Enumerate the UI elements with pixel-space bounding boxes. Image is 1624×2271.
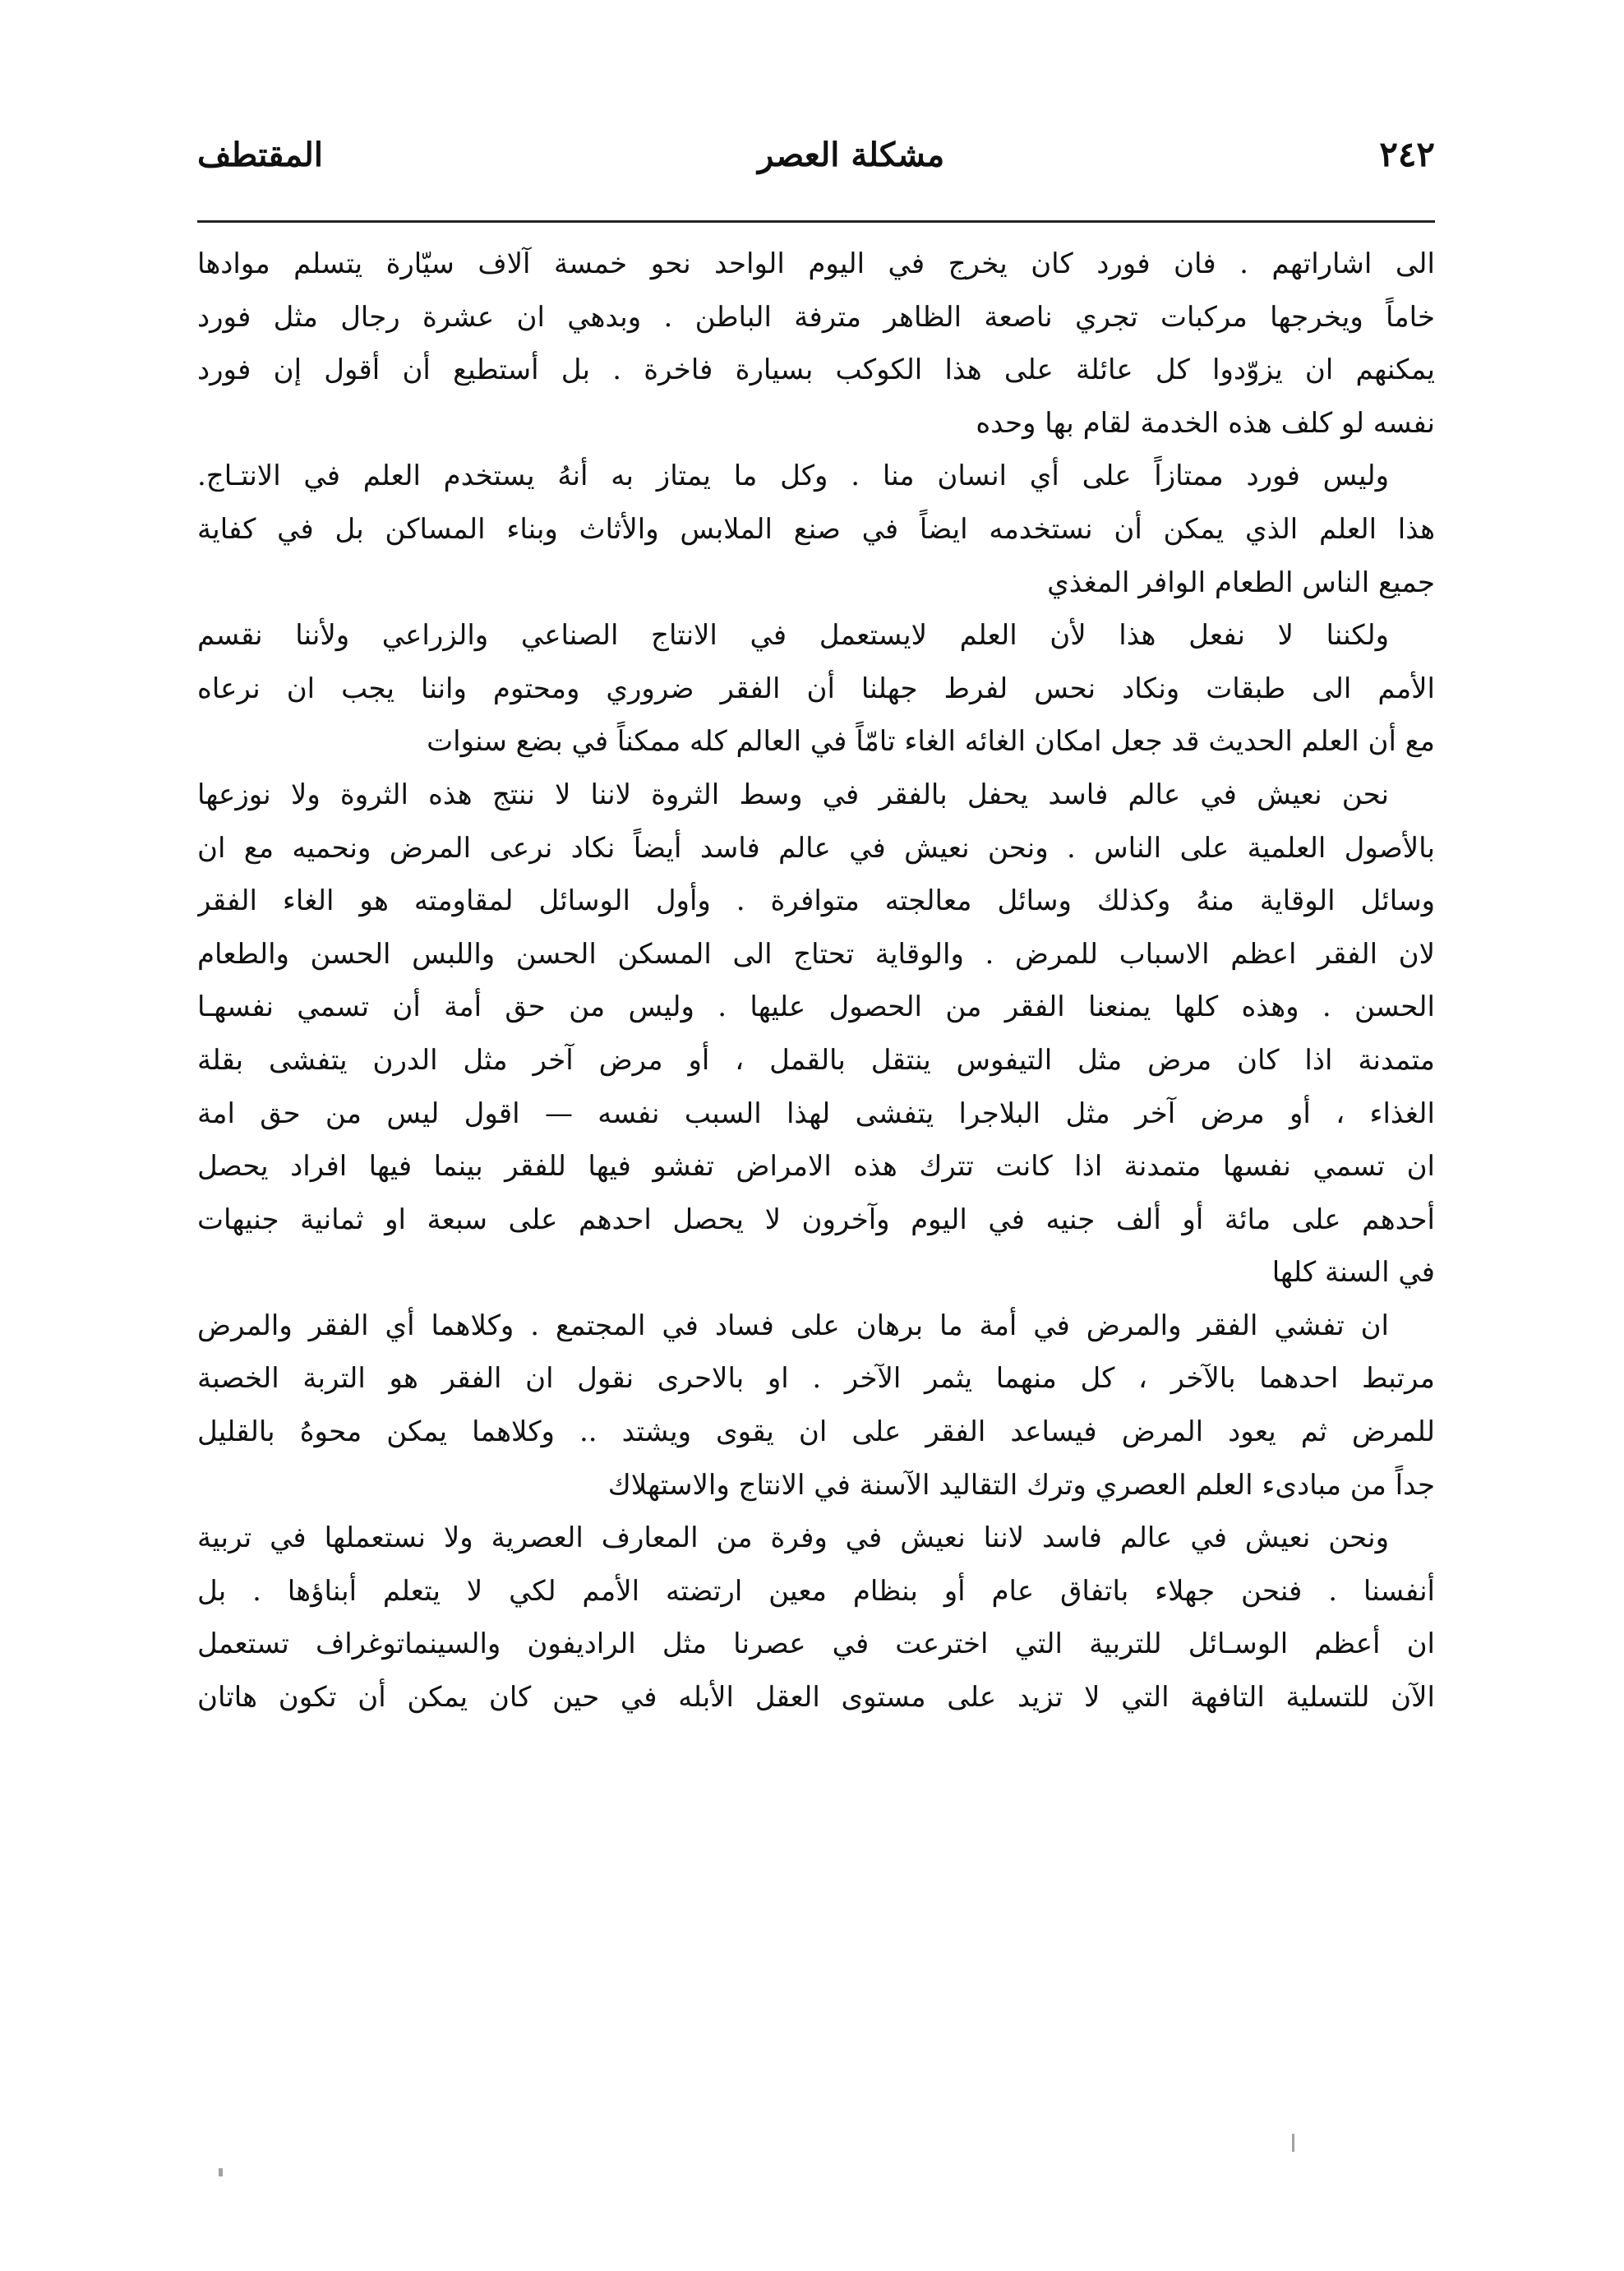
scan-artifact-mark (219, 2168, 223, 2176)
paragraph-1 (197, 238, 1435, 450)
paragraph-2 (197, 450, 1435, 609)
text-line: الآن للتسلية التافهة التي لا تزيد على مستوى العقل الأبله في حين كان يمكن أن تكون هاتان (197, 1681, 1435, 1715)
page-number: ٢٤٢ (1379, 134, 1435, 174)
text-line: مع أن العلم الحديث قد جعل امكان الغائه الغاء تامّاً في العالم كله ممكناً في بضع سنوات (427, 725, 1435, 759)
running-head (197, 123, 1435, 186)
journal-name: المقتطف (197, 136, 323, 174)
text-line: وسائل الوقاية منهُ وكذلك وسائل معالجته متوافرة . وأول الوسائل لمقاومته هو الغاء الفقر (197, 884, 1435, 918)
text-line: هذا العلم الذي يمكن أن نستخدمه ايضاً في صنع الملابس والأثاث وبناء المساكن بل في كفاية (197, 512, 1435, 546)
scan-artifact-mark (1292, 2134, 1294, 2152)
text-line: نحن نعيش في عالم فاسد يحفل بالفقر في وسط الثروة لاننا لا ننتج هذه الثروة ولا نوزعها (197, 778, 1389, 811)
text-line: الغذاء ، أو مرض آخر مثل البلاجرا يتفشى لهذا السبب نفسه — اقول ليس من حق امة (197, 1096, 1435, 1130)
text-line: خاماً ويخرجها مركبات تجري ناصعة الظاهر مترفة الباطن . وبدهي ان عشرة رجال مثل فورد (197, 300, 1435, 334)
text-line: الأمم الى طبقات ونكاد نحس لفرط جهلنا أن الفقر ضروري ومحتوم واننا يجب ان نرعاه (197, 672, 1435, 705)
text-line: وليس فورد ممتازاً على أي انسان منا . وكل ما يمتاز به أنهُ يستخدم العلم في الانتـاج. (197, 459, 1389, 493)
text-line: في السنة كلها (1271, 1256, 1435, 1290)
text-line: للمرض ثم يعود المرض فيساعد الفقر على ان يقوى ويشتد .. وكلاهما يمكن محوهُ بالقليل (197, 1415, 1435, 1449)
paragraph-4 (197, 769, 1435, 1299)
text-line: الى اشاراتهم . فان فورد كان يخرج في اليوم الواحد نحو خمسة آلاف سيّارة يتسلم موادها (197, 247, 1435, 280)
text-line: مرتبط احدهما بالآخر ، كل منهما يثمر الآخر . او بالاحرى نقول ان الفقر هو التربة الخصبة (197, 1362, 1435, 1396)
paragraph-5 (197, 1299, 1435, 1512)
text-line: متمدنة اذا كان مرض مثل التيفوس ينتقل بالقمل ، أو مرض آخر مثل الدرن يتفشى بقلة (197, 1043, 1435, 1077)
running-title: مشكلة العصر (758, 136, 945, 174)
text-line: يمكنهم ان يزوّدوا كل عائلة على هذا الكوكب بسيارة فاخرة . بل أستطيع أن أقول إن فورد (197, 353, 1435, 387)
text-line: ان أعظم الوسـائل للتربية التي اخترعت في عصرنا مثل الراديفون والسينماتوغراف تستعمل (197, 1627, 1435, 1661)
text-line: ولكننا لا نفعل هذا لأن العلم لايستعمل في الانتاج الصناعي والزراعي ولأننا نقسم (197, 619, 1389, 653)
text-line: الحسن . وهذه كلها يمنعنا الفقر من الحصول عليها . وليس من حق أمة أن تسمي نفسهـا (197, 990, 1435, 1024)
text-line: أحدهم على مائة أو ألف جنيه في اليوم وآخرون لا يحصل احدهم على سبعة او ثمانية جنيهات (197, 1202, 1435, 1236)
paragraph-3 (197, 609, 1435, 769)
text-line: ونحن نعيش في عالم فاسد لاننا نعيش في وفرة من المعارف العصرية ولا نستعملها في تربية (197, 1521, 1389, 1555)
text-line: بالأصول العلمية على الناس . ونحن نعيش في عالم فاسد أيضاً نكاد نرعى المرض ونحميه مع ان (197, 831, 1435, 865)
body-text (197, 238, 1435, 1724)
text-line: لان الفقر اعظم الاسباب للمرض . والوقاية تحتاج الى المسكن الحسن واللبس الحسن والطعام (197, 937, 1435, 971)
text-line: ان تفشي الفقر والمرض في أمة ما برهان على فساد في المجتمع . وكلاهما أي الفقر والمرض (197, 1309, 1389, 1342)
paragraph-6 (197, 1512, 1435, 1724)
header-rule (197, 220, 1435, 223)
text-line: ان تسمي نفسها متمدنة اذا كانت تترك هذه الامراض تفشو فيها للفقر بينما فيها افراد يحصل (197, 1150, 1435, 1184)
text-line: جداً من مبادىء العلم العصري وترك التقاليد الآسنة في الانتاج والاستهلاك (607, 1468, 1435, 1502)
text-line: نفسه لو كلف هذه الخدمة لقام بها وحده (976, 406, 1435, 440)
text-line: أنفسنا . فنحن جهلاء باتفاق عام أو بنظام معين ارتضته الأمم لكي لا يتعلم أبناؤها . بل (197, 1574, 1435, 1608)
text-line: جميع الناس الطعام الوافر المغذي (1047, 565, 1435, 599)
